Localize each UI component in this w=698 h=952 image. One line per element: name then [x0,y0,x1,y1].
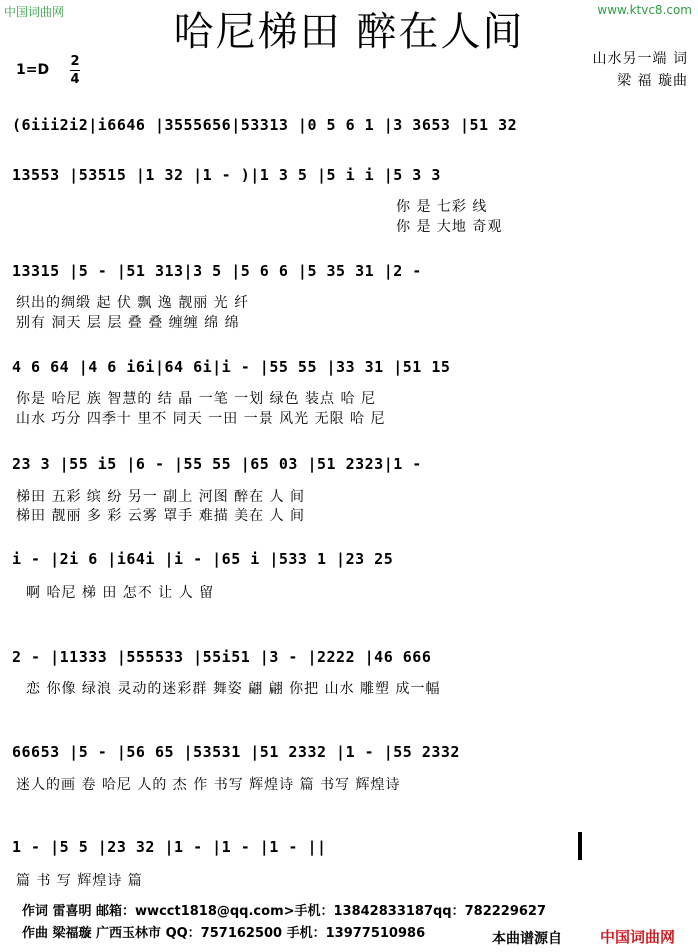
final-barline [578,832,582,860]
staff-line-4: 4 6 64 |4 6 i6i|64 6i|i - |55 55 |33 31 |51 15 [12,358,451,376]
lyrics-7a: 恋 你像 绿浪 灵动的迷彩群 舞姿 翩 翩 你把 山水 雕塑 成一幅 [26,681,441,697]
lyrics-5b: 梯田 靓丽 多 彩 云雾 罩手 难描 美在 人 间 [16,508,306,524]
staff-line-7: 2 - |11333 |555533 |55i51 |3 - |2222 |46 666 [12,648,432,666]
meter-bar [70,70,80,71]
staff-line-1: (6iii2i2|i6646 |3555656|53313 |0 5 6 1 |3 3653 |51 32 [12,116,518,134]
key-signature: 1=D [16,62,50,78]
staff-line-5: 23 3 |55 i5 |6 - |55 55 |65 03 |51 2323|1 - [12,455,422,473]
time-signature [70,54,80,87]
lyrics-5a: 梯田 五彩 缤 纷 另一 副上 河图 醉在 人 间 [16,489,306,505]
song-title: 哈尼梯田 醉在人间 [173,9,525,55]
staff-line-6: i - |2i 6 |i64i |i - |65 i |533 1 |23 25 [12,550,394,568]
watermark-left: 中国词曲网 [4,5,65,19]
lyrics-2a: 你 是 七彩 线 [396,199,488,215]
source-label: 本曲谱源自 [492,931,562,947]
lyrics-4b: 山水 巧分 四季十 里不 同天 一田 一景 风光 无限 哈 尼 [16,411,386,427]
lyrics-6a: 啊 哈尼 梯 田 怎不 让 人 留 [26,585,215,601]
source-logo: 中国词曲网 [600,928,676,946]
staff-line-8: 66653 |5 - |56 65 |53531 |51 2332 |1 - |55 2332 [12,743,460,761]
watermark-right: www.ktvc8.com [597,3,692,17]
lyrics-4a: 你是 哈尼 族 智慧的 结 晶 一笔 一划 绿色 装点 哈 尼 [16,391,376,407]
lyrics-3b: 别有 洞天 层 层 叠 叠 缠缠 绵 绵 [16,315,240,331]
composer-credit: 梁 福 璇曲 [617,73,688,89]
composer-contact: 作曲 梁福璇 广西玉林市 QQ：757162500 手机：13977510986 [22,926,426,941]
lyrics-8a: 迷人的画 卷 哈尼 人的 杰 作 书写 辉煌诗 篇 书写 辉煌诗 [16,777,401,793]
lyrics-3a: 织出的绸缎 起 伏 飘 逸 靓丽 光 纤 [16,295,250,311]
meter-bottom: 4 [70,72,80,87]
staff-line-2: 13553 |53515 |1 32 |1 - )|1 3 5 |5 i i |5 3 3 [12,166,441,184]
lyricist-contact: 作词 雷喜明 邮箱：wwcct1818@qq.com>手机：13842833187qq：782229627 [22,904,547,919]
staff-line-3: 13315 |5 - |51 313|3 5 |5 6 6 |5 35 31 |2 - [12,262,422,280]
lyrics-9a: 篇 书 写 辉煌诗 篇 [16,873,143,889]
staff-line-9: 1 - |5 5 |23 32 |1 - |1 - |1 - || [12,838,327,856]
lyrics-2b: 你 是 大地 奇观 [396,219,503,235]
meter-top: 2 [70,54,80,69]
lyricist-credit: 山水另一端 词 [592,51,688,67]
